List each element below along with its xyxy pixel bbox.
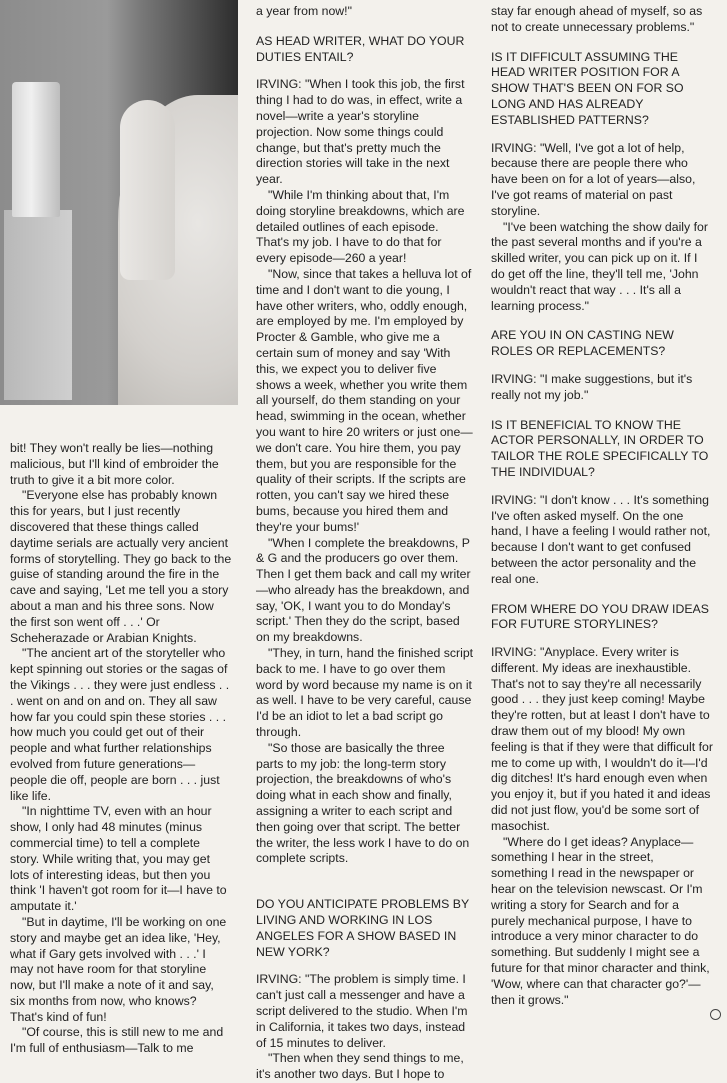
- column-2: [256, 4, 474, 1083]
- paragraph: "Everyone else has probably known this for years, but I just recently discovered that these things called daytime serials are actually very ancient forms of storytelling. They go back to the guise of standing around the fire in the cave and saying, 'Let me tell you a story about a man and his three sons. Now the first son went off . . .' Or Scheherazade or Arabian Knights.: [10, 488, 232, 645]
- question-heading: AS HEAD WRITER, WHAT DO YOUR DUTIES ENTAIL?: [256, 33, 465, 64]
- column-1: [10, 441, 232, 1057]
- paragraph: "I've been watching the show daily for the past several months and if you're a skilled writer, you can pick up on it. If I do get off the line, they'll tell me, 'John wouldn't react that way . . . It's all a learning process.": [491, 219, 708, 313]
- paragraph: "The ancient art of the storyteller who kept spinning out stories or the sagas of the Vikings . . . they were just endless . . . went on and on and on. They all saw how far you could spin these stories . . . how much you could get out of their people and what further relationships evolved from future generations—people die off, people are born . . . just like life.: [10, 646, 230, 803]
- paragraph: "They, in turn, hand the finished script back to me. I have to go over them word by word because my name is on it as well. I have to be very careful, cause I'd be an idiot to let a bad script go through.: [256, 646, 474, 740]
- question-heading: IS IT DIFFICULT ASSUMING THE HEAD WRITER POSITION FOR A SHOW THAT'S BEEN ON FOR SO LONG AND HAS ALREADY ESTABLISHED PATTERNS?: [491, 49, 684, 127]
- photo-finger: [120, 100, 175, 280]
- paragraph: "Then when they send things to me, it's another two days. But I hope to: [256, 1051, 464, 1082]
- photo: [0, 0, 238, 405]
- paragraph: IRVING: "I make suggestions, but it's really not my job.": [491, 371, 693, 402]
- question-heading: FROM WHERE DO YOU DRAW IDEAS FOR FUTURE STORYLINES?: [491, 601, 709, 632]
- page-corner-mark: [710, 1009, 721, 1020]
- paragraph: a year from now!": [256, 4, 352, 18]
- paragraph: "Now, since that takes a helluva lot of time and I don't want to die young, I have other writers, who, oddly enough, are employed by me. I'm employed by Procter & Gamble, who give me a certain sum of money and say 'With this, we expect you to deliver five shows a week, whether you write them all yourself, do them standing on your head, swimming in the ocean, whether you want to hire 20 writers or just one—we don't care. You hire them, you pay them, but you are responsible for the quality of their scripts. If the scripts are rotten, you can't say we hired these bums, because you hired them and they're your bums!': [256, 266, 473, 534]
- paragraph: "Where do I get ideas? Anyplace—something I hear in the street, something I read in the newspaper or hear on the television newscast. Or I'm writing a story for Search and for a purely mechanical purpose, I have to introduce a very minor character to do something. But suddenly I might see a future for that minor character and think, 'Wow, where can that character go?'—then it grows.": [491, 834, 710, 1007]
- paragraph: IRVING: "Well, I've got a lot of help, because there are people there who have been on for a lot of years—also, I've got reams of material on past storyline.: [491, 140, 696, 218]
- paragraph: "So those are basically the three parts to my job: the long-term story projection, the breakdowns of who's doing what in each show and finally, assigning a writer to each script and then going over that script. The better the writer, the less work I have to do on complete scripts.: [256, 740, 470, 866]
- paragraph: stay far enough ahead of myself, so as not to create unnecessary problems.": [491, 4, 703, 34]
- paragraph: "When I complete the breakdowns, P & G and the producers go over them. Then I get them back and call my writer—who already has the breakdown, and say, 'OK, I want you to do Monday's script.' Then they do the script, based on my breakdowns.: [256, 535, 471, 645]
- paragraph: IRVING: "I don't know . . . It's something I've often asked myself. On the one hand, I have a feeling I would rather not, because I don't want to get confused between the actor personality and the real one.: [491, 492, 711, 586]
- question-heading: IS IT BENEFICIAL TO KNOW THE ACTOR PERSONALLY, IN ORDER TO TAILOR THE ROLE SPECIFICALLY TO THE INDIVIDUAL?: [491, 417, 709, 479]
- paragraph: IRVING: "Anyplace. Every writer is different. My ideas are inexhaustible. That's not to say they're all necessarily good . . . they just keep coming! Maybe they're rotten, but at least I don't have to draw them out of my blood! My own feeling is that if they were that difficult for me to come up with, I wouldn't do it—I'd dig ditches! It's hard enough even when you enjoy it, but if you hated it and ideas did not just flow, you'd be some sort of masochist.: [491, 645, 713, 833]
- question-heading: ARE YOU IN ON CASTING NEW ROLES OR REPLACEMENTS?: [491, 328, 674, 359]
- paragraph: IRVING: "The problem is simply time. I can't just call a messenger and have a script delivered to the studio. When I'm in California, it takes two days, instead of 15 minutes to deliver.: [256, 972, 468, 1050]
- photo-glass: [12, 82, 60, 217]
- paragraph: "But in daytime, I'll be working on one story and maybe get an idea like, 'Hey, what if Gary gets involved with . . .' I may not have room for that storyline now, but I'll make a note of it and say, six months from now, who knows? That's kind of fun!: [10, 914, 227, 1024]
- paragraph: IRVING: "When I took this job, the first thing I had to do was, in effect, write a novel—write a year's storyline projection. Now some things could change, but that's pretty much the direction stories will take in the next year.: [256, 77, 465, 187]
- paragraph: bit! They won't really be lies—nothing malicious, but I'll kind of embroider the truth to give it a bit more color.: [10, 441, 219, 487]
- question-heading: DO YOU ANTICIPATE PROBLEMS BY LIVING AND WORKING IN LOS ANGELES FOR A SHOW BASED IN NEW YORK?: [256, 897, 469, 959]
- photo-object: [4, 210, 72, 400]
- paragraph: "Of course, this is still new to me and I'm full of enthusiasm—Talk to me: [10, 1025, 224, 1056]
- paragraph: "In nighttime TV, even with an hour show, I only had 48 minutes (minus commercial time) to tell a complete story. While writing that, you may get lots of interesting ideas, but then you think 'I haven't got room for it—I have to amputate it.': [10, 804, 227, 914]
- column-3: [491, 4, 713, 1008]
- paragraph: "While I'm thinking about that, I'm doing storyline breakdowns, which are detailed outlines of each episode. That's my job. I have to do that for every episode—260 a year!: [256, 187, 465, 266]
